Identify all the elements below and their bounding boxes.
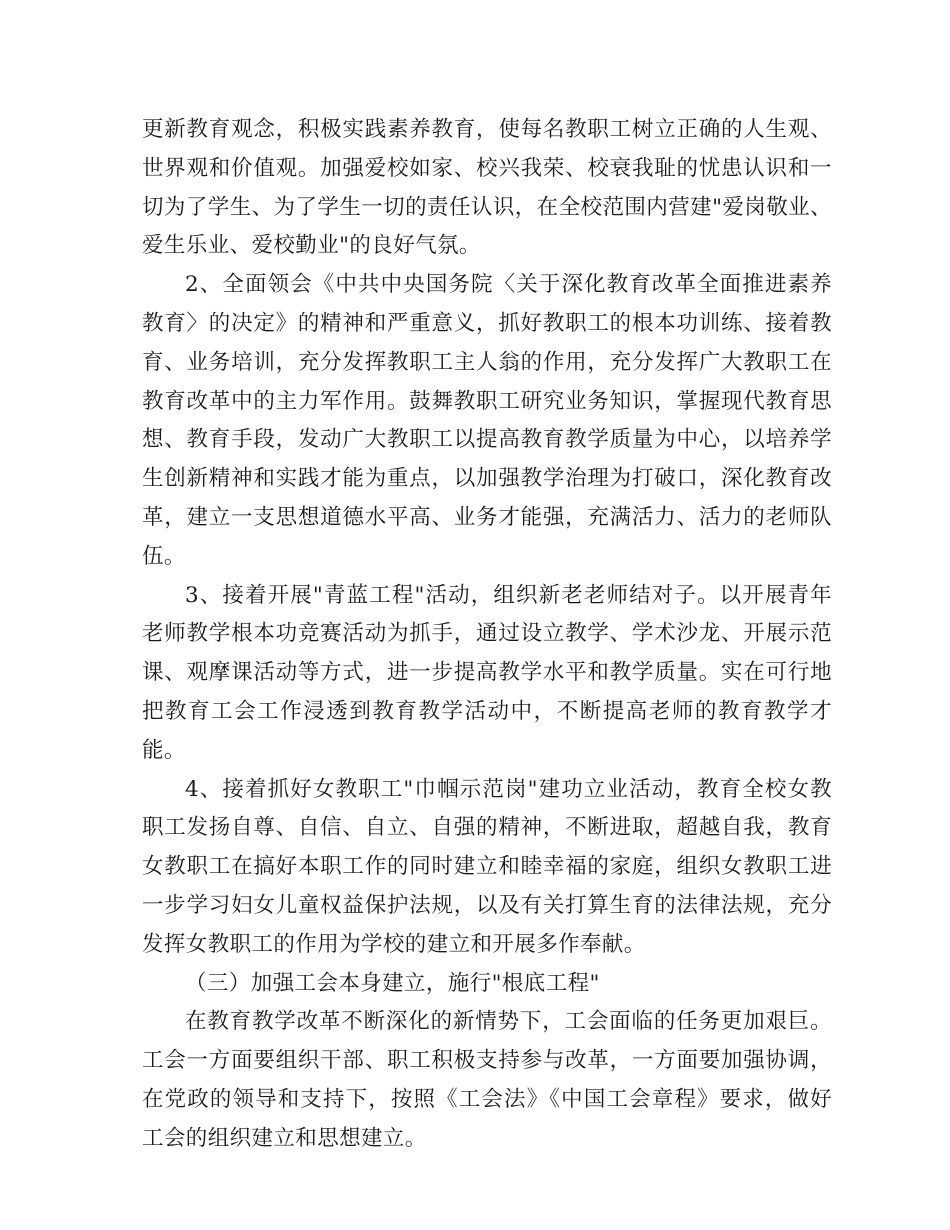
document-body [142,111,832,1159]
paragraph-section-body: 在教育教学改革不断深化的新情势下，工会面临的任务更加艰巨。工会一方面要组织干部、职工积极支持参与改革，一方面要加强协调，在党政的领导和支持下，按照《工会法》《中国工会章程》要求，做好工会的组织建立和思想建立。 [142,1009,832,1151]
paragraph-item-2: 2、全面领会《中共中央国务院〈关于深化教育改革全面推进素养教育〉的决定》的精神和严重意义，抓好教职工的根本功训练、接着教育、业务培训，充分发挥教职工主人翁的作用，充分发挥广大教职工在教育改革中的主力军作用。鼓舞教职工研究业务知识，掌握现代教育思想、教育手段，发动广大教职工以提高教育教学质量为中心，以培养学生创新精神和实践才能为重点，以加强教学治理为打破口，深化教育改革，建立一支思想道德水平高、业务才能强，充满活力、活力的老师队伍。 [142,272,832,569]
paragraph-item-3: 3、接着开展"青蓝工程"活动，组织新老老师结对子。以开展青年老师教学根本功竞赛活动为抓手，通过设立教学、学术沙龙、开展示范课、观摩课活动等方式，进一步提高教学水平和教学质量。实在可行地把教育工会工作浸透到教育教学活动中，不断提高老师的教育教学才能。 [142,582,832,763]
paragraph-item-4: 4、接着抓好女教职工"巾帼示范岗"建功立业活动，教育全校女教职工发扬自尊、自信、自立、自强的精神，不断进取，超越自我，教育女教职工在搞好本职工作的同时建立和睦幸福的家庭，组织女教职工进一步学习妇女儿童权益保护法规，以及有关打算生育的法律法规，充分发挥女教职工的作用为学校的建立和开展多作奉献。 [142,776,832,957]
section-heading: （三）加强工会本身建立，施行"根底工程" [185,970,600,996]
paragraph-continued: 更新教育观念，积极实践素养教育，使每名教职工树立正确的人生观、世界观和价值观。加强爱校如家、校兴我荣、校衰我耻的忧患认识和一切为了学生、为了学生一切的责任认识，在全校范围内营建"爱岗敬业、爱生乐业、爱校勤业"的良好气氛。 [142,117,832,259]
